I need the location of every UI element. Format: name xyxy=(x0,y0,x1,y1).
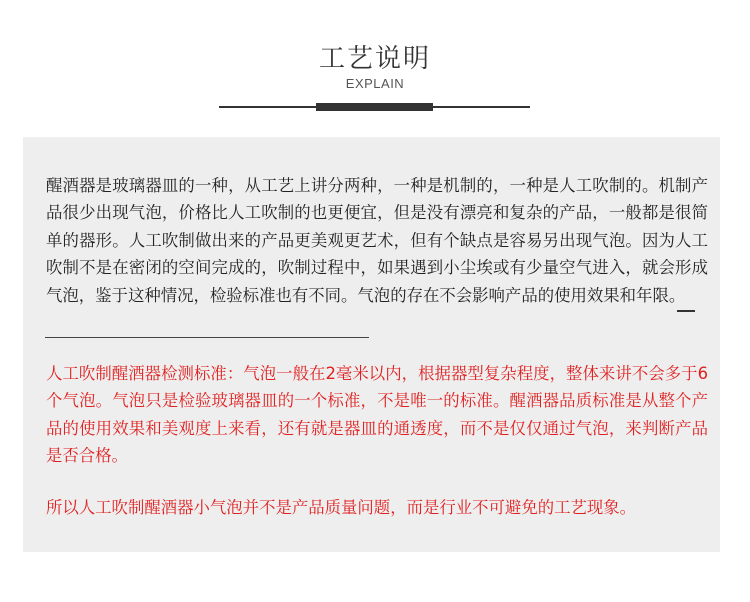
page-title: 工艺说明 xyxy=(318,44,431,74)
content-panel xyxy=(23,137,720,552)
page-subtitle: EXPLAIN xyxy=(345,76,405,91)
text-underline xyxy=(45,337,369,338)
paragraph-intro: 醒酒器是玻璃器皿的一种，从工艺上讲分两种，一种是机制的，一种是人工吹制的。机制产品很少出现气泡，价格比人工吹制的也更便宜，但是没有漂亮和复杂的产品，一般都是很简单的器形。人工吹制做出来的产品更美观更艺术，但有个缺点是容易另出现气泡。因为人工吹制不是在密闭的空间完成的，吹制过程中，如果遇到小尘埃或有少量空气进入，就会形成气泡，鉴于这种情况，检验标准也有不同。气泡的存在不会影响产品的使用效果和年限。 xyxy=(46,176,708,305)
paragraph-standard: 人工吹制醒酒器检测标准：气泡一般在2毫米以内，根据器型复杂程度，整体来讲不会多于6个气泡。气泡只是检验玻璃器皿的一个标准，不是唯一的标准。醒酒器品质标准是从整个产品的使用效果和美观度上来看，还有就是器皿的通透度，而不是仅仅通过气泡，来判断产品是否合格。 xyxy=(46,364,708,466)
paragraph-conclusion: 所以人工吹制醒酒器小气泡并不是产品质量问题，而是行业不可避免的工艺现象。 xyxy=(46,498,637,517)
text-mark xyxy=(677,310,695,312)
title-divider-accent xyxy=(316,103,433,111)
